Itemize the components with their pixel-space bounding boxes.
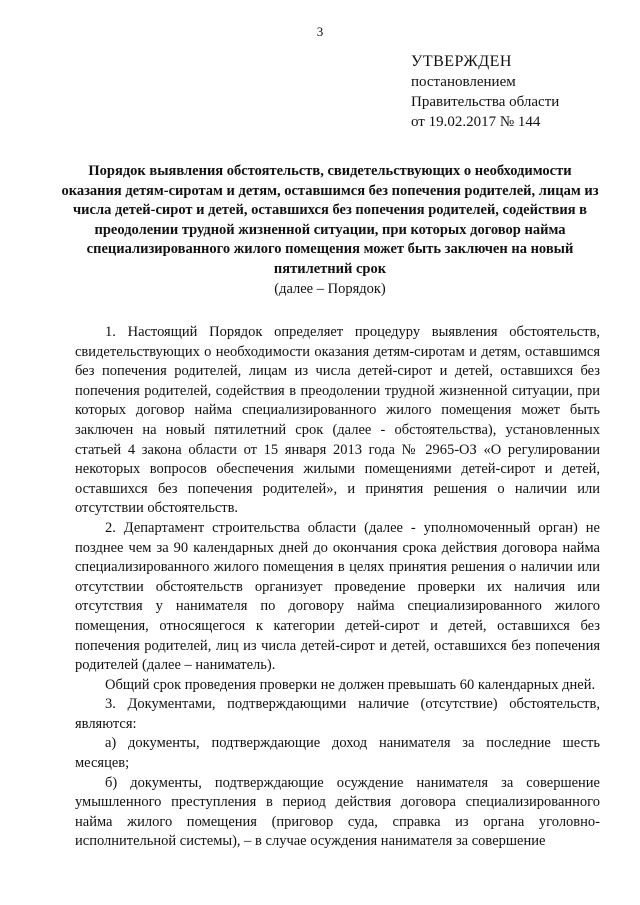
title-abbreviation: (далее – Порядок) <box>274 280 386 297</box>
paragraph-1: 1. Настоящий Порядок определяет процедуру выявления обстоятельств, свидетельствующих о необходимости оказания детям-сиротам и детям, оставшимся без попечения родителей, лицам из числа детей-сирот и детей, оставшихся без попечения родителей, содействия в преодолении трудной жизненной ситуации, при которых договор найма специализированного жилого помещения может быть заключен на новый пятилетний срок (далее - обстоятельства), установленных статьей 4 закона области от 15 января 2013 года № 2965-ОЗ «О регулировании некоторых вопросов обеспечения жилыми помещениями детей-сирот и детей, оставшихся без попечения родителей», и принятия решения о наличии или отсутствии обстоятельств. <box>75 324 600 517</box>
approval-line: постановлением <box>411 74 516 90</box>
title-main: Порядок выявления обстоятельств, свидетельствующих о необходимости оказания детям-сиротам и детям, оставшимся без попечения родителей, лицам из числа детей-сирот и детей, оставшихся без попечения родителей, содействия в преодолении трудной жизненной ситуации, при которых договор найма специализированного жилого помещения может быть заключен на новый пятилетний срок <box>61 163 599 277</box>
document-title <box>60 162 600 299</box>
paragraph-3a: а) документы, подтверждающие доход нанимателя за последние шесть месяцев; <box>75 735 600 772</box>
approval-date-line: от 19.02.2017 № 144 <box>411 114 541 130</box>
approval-stamp <box>411 52 559 132</box>
paragraph-2-term: Общий срок проведения проверки не должен превышать 60 календарных дней. <box>105 676 596 693</box>
approval-line: Правительства области <box>411 94 560 110</box>
page-number: 3 <box>316 24 324 39</box>
approval-heading: УТВЕРЖДЕН <box>411 53 512 70</box>
paragraph-3: 3. Документами, подтверждающими наличие (отсутствие) обстоятельств, являются: <box>75 696 600 732</box>
document-body <box>75 323 600 852</box>
paragraph-2: 2. Департамент строительства области (далее - уполномоченный орган) не позднее чем за 90 календарных дней до окончания срока действия договора найма специализированного жилого помещения в целях принятия решения о наличии или отсутствии обстоятельств организует проведение проверки их наличия или отсутствия у нанимателя по договору найма специализированного жилого помещения, относящегося к категории детей-сирот и детей, оставшихся без попечения родителей, лиц из числа детей-сирот и детей, оставшихся без попечения родителей (далее – наниматель). <box>75 519 600 674</box>
paragraph-3b: б) документы, подтверждающие осуждение нанимателя за совершение умышленного преступления в период действия договора специализированного найма жилого помещения (приговор суда, справка из органа уголовно-исполнительной системы), – в случае осуждения нанимателя за совершение <box>75 774 600 850</box>
